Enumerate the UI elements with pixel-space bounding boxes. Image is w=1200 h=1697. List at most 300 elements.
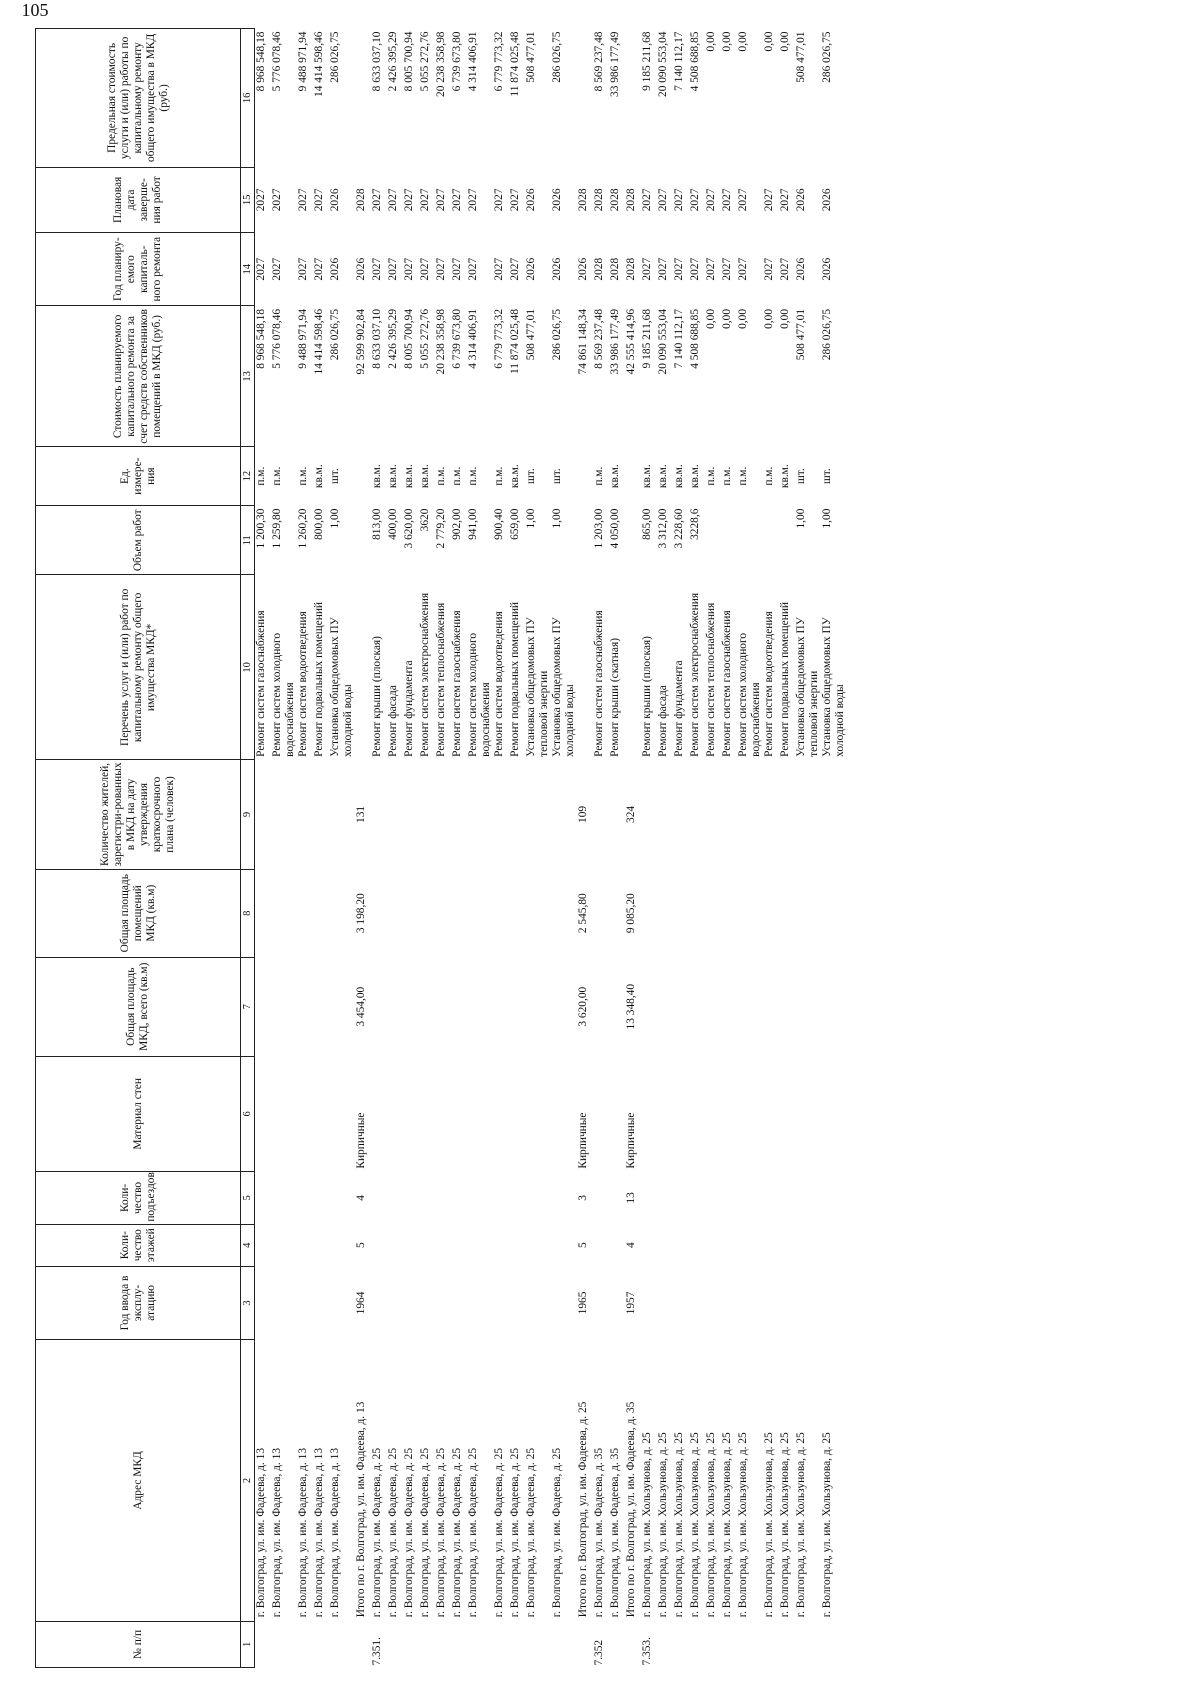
planned-year-cell: 2028 — [593, 257, 605, 281]
residents-cell — [271, 760, 297, 869]
table-row — [689, 29, 705, 1668]
work-type-cell: Установка общедомовых ПУ холодной воды — [821, 617, 846, 757]
premises-area-cell — [271, 869, 297, 957]
unit-cell: п.м. — [255, 466, 267, 486]
max-cost-cell: 6 779 773,32 — [493, 31, 505, 92]
residents-cell — [371, 760, 387, 869]
column-header: Год ввода в эксплу-атацию — [36, 1266, 241, 1340]
premises-area-cell — [657, 869, 673, 957]
address-cell: г. Волгоград, ул. им. Хользунова, д. 25 — [673, 1432, 685, 1618]
cost-cell: 8 968 548,18 — [255, 308, 267, 369]
premises-area-cell — [763, 869, 779, 957]
year-built-cell — [371, 1266, 387, 1340]
completion-date-cell: 2028 — [577, 188, 589, 212]
year-built-cell — [551, 1266, 577, 1340]
year-built-cell — [593, 1266, 609, 1340]
residents-cell — [657, 760, 673, 869]
volume-cell — [737, 506, 763, 575]
table-row — [577, 29, 593, 1668]
wall-material-cell — [313, 1056, 329, 1172]
year-built-cell — [419, 1266, 435, 1340]
premises-area-cell — [329, 869, 355, 957]
address-cell: г. Волгоград, ул. им. Хользунова, д. 25 — [763, 1432, 775, 1618]
max-cost-cell: 0,00 — [705, 31, 717, 52]
entrances-cell — [509, 1172, 525, 1225]
cost-cell: 0,00 — [705, 308, 717, 329]
cost-cell: 4 508 688,85 — [689, 308, 701, 369]
premises-area-cell — [705, 869, 721, 957]
column-header: Коли-чество подъездов — [36, 1172, 241, 1225]
row-number — [721, 1621, 737, 1667]
floors-cell — [403, 1224, 419, 1266]
address-cell: г. Волгоград, ул. им. Фадеева, д. 25 — [509, 1447, 521, 1618]
total-area-cell — [271, 957, 297, 1056]
planned-year-cell: 2028 — [609, 257, 621, 281]
floors-cell — [371, 1224, 387, 1266]
residents-cell — [403, 760, 419, 869]
planned-year-cell: 2027 — [435, 257, 447, 281]
row-number — [297, 1621, 313, 1667]
premises-area-cell — [403, 869, 419, 957]
unit-cell: п.м. — [721, 466, 733, 486]
unit-cell: кв.м. — [313, 464, 325, 489]
address-cell: Итого по г. Волгоград, ул. им. Фадеева, д. 35 — [625, 1401, 637, 1618]
wall-material-cell — [763, 1056, 779, 1172]
floors-cell — [795, 1224, 821, 1266]
volume-cell: 1 203,00 — [593, 508, 605, 549]
premises-area-cell — [509, 869, 525, 957]
row-number — [467, 1621, 493, 1667]
entrances-cell — [551, 1172, 577, 1225]
year-built-cell — [403, 1266, 419, 1340]
wall-material-cell — [509, 1056, 525, 1172]
cost-cell: 8 005 700,94 — [403, 308, 415, 369]
table-row — [271, 29, 297, 1668]
wall-material-cell — [689, 1056, 705, 1172]
planned-year-cell: 2027 — [255, 257, 267, 281]
premises-area-cell — [371, 869, 387, 957]
max-cost-cell: 4 508 688,85 — [689, 31, 701, 92]
floors-cell: 4 — [625, 1242, 637, 1249]
volume-cell — [705, 506, 721, 575]
wall-material-cell — [525, 1056, 551, 1172]
row-number — [577, 1621, 593, 1667]
floors-cell — [551, 1224, 577, 1266]
completion-date-cell: 2027 — [641, 188, 653, 212]
planned-year-cell: 2027 — [763, 257, 775, 281]
address-cell: г. Волгоград, ул. им. Фадеева, д. 13 — [297, 1447, 309, 1618]
table-row — [371, 29, 387, 1668]
row-number — [387, 1621, 403, 1667]
unit-cell: п.м. — [435, 466, 447, 486]
row-number — [551, 1621, 577, 1667]
total-area-cell — [255, 957, 272, 1056]
year-built-cell — [673, 1266, 689, 1340]
work-type-cell — [355, 575, 371, 760]
residents-cell — [705, 760, 721, 869]
wall-material-cell — [795, 1056, 821, 1172]
volume-cell: 2 779,20 — [435, 508, 447, 549]
row-number — [271, 1621, 297, 1667]
work-type-cell: Ремонт систем теплоснабжения — [435, 602, 447, 757]
completion-date-cell: 2027 — [467, 188, 479, 212]
total-area-cell — [721, 957, 737, 1056]
planned-year-cell: 2027 — [313, 257, 325, 281]
total-area-cell — [737, 957, 763, 1056]
work-type-cell: Ремонт систем газоснабжения — [255, 610, 267, 757]
planned-year-cell: 2027 — [403, 257, 415, 281]
completion-date-cell: 2028 — [609, 188, 621, 212]
entrances-cell — [641, 1172, 657, 1225]
premises-area-cell: 9 085,20 — [625, 893, 637, 934]
max-cost-cell — [577, 29, 593, 168]
completion-date-cell: 2026 — [551, 188, 563, 212]
total-area-cell — [509, 957, 525, 1056]
max-cost-cell: 33 986 177,49 — [609, 31, 621, 97]
residents-cell — [593, 760, 609, 869]
row-number — [255, 1621, 272, 1667]
volume-cell: 902,00 — [451, 508, 463, 540]
planned-year-cell: 2027 — [705, 257, 717, 281]
total-area-cell — [689, 957, 705, 1056]
wall-material-cell — [297, 1056, 313, 1172]
total-area-cell — [779, 957, 795, 1056]
row-number — [355, 1621, 371, 1667]
entrances-cell — [467, 1172, 493, 1225]
unit-cell — [577, 447, 593, 506]
volume-cell: 1 260,20 — [297, 508, 309, 549]
planned-year-cell: 2027 — [673, 257, 685, 281]
planned-year-cell: 2026 — [577, 257, 589, 281]
volume-cell: 4 050,00 — [609, 508, 621, 549]
entrances-cell — [795, 1172, 821, 1225]
volume-cell — [577, 506, 593, 575]
completion-date-cell: 2027 — [419, 188, 431, 212]
residents-cell — [255, 760, 272, 869]
table-row — [493, 29, 509, 1668]
max-cost-cell: 8 633 037,10 — [371, 31, 383, 92]
cost-cell: 6 739 673,80 — [451, 308, 463, 369]
premises-area-cell: 3 198,20 — [355, 893, 367, 934]
column-number: 8 — [241, 869, 255, 957]
entrances-cell — [451, 1172, 467, 1225]
floors-cell — [779, 1224, 795, 1266]
table-row — [705, 29, 721, 1668]
address-cell: г. Волгоград, ул. им. Фадеева, д. 25 — [467, 1447, 479, 1618]
total-area-cell — [525, 957, 551, 1056]
completion-date-cell: 2027 — [779, 188, 791, 212]
floors-cell — [271, 1224, 297, 1266]
header-row — [36, 29, 241, 1668]
unit-cell: шт. — [821, 468, 833, 485]
column-number: 15 — [241, 167, 255, 232]
work-type-cell: Ремонт систем газоснабжения — [721, 610, 733, 757]
completion-date-cell: 2027 — [371, 188, 383, 212]
wall-material-cell — [609, 1056, 625, 1172]
cost-cell: 8 569 237,48 — [593, 308, 605, 369]
work-type-cell: Ремонт подвальных помещений — [313, 601, 325, 757]
work-type-cell: Установка общедомовых ПУ холодной воды — [551, 617, 576, 757]
row-number — [795, 1621, 821, 1667]
unit-cell: шт. — [525, 468, 537, 485]
total-area-cell — [673, 957, 689, 1056]
year-built-cell: 1957 — [625, 1291, 637, 1315]
column-header: Год планиру-емого капиталь-ного ремонта — [36, 232, 241, 306]
table-row — [255, 29, 272, 1668]
max-cost-cell: 9 185 211,68 — [641, 31, 653, 91]
address-cell: г. Волгоград, ул. им. Хользунова, д. 25 — [689, 1432, 701, 1618]
table-row — [509, 29, 525, 1668]
max-cost-cell: 7 140 112,17 — [673, 31, 685, 91]
planned-year-cell: 2027 — [493, 257, 505, 281]
total-area-cell — [419, 957, 435, 1056]
volume-cell: 1 259,80 — [271, 508, 283, 549]
row-number — [609, 1621, 625, 1667]
year-built-cell — [721, 1266, 737, 1340]
column-number: 4 — [241, 1224, 255, 1266]
address-cell: г. Волгоград, ул. им. Хользунова, д. 25 — [705, 1432, 717, 1618]
column-number: 6 — [241, 1056, 255, 1172]
address-cell: г. Волгоград, ул. им. Фадеева, д. 25 — [451, 1447, 463, 1618]
cost-cell: 74 861 148,34 — [577, 308, 589, 375]
address-cell: г. Волгоград, ул. им. Хользунова, д. 25 — [779, 1432, 791, 1618]
volume-cell: 3 228,60 — [673, 508, 685, 549]
floors-cell — [435, 1224, 451, 1266]
premises-area-cell — [721, 869, 737, 957]
residents-cell — [795, 760, 821, 869]
address-cell: г. Волгоград, ул. им. Фадеева, д. 25 — [551, 1447, 563, 1618]
address-cell: Итого по г. Волгоград, ул. им. Фадеева, д. 13 — [355, 1401, 367, 1618]
unit-cell: кв.м. — [641, 464, 653, 489]
premises-area-cell — [435, 869, 451, 957]
entrances-cell — [689, 1172, 705, 1225]
table-row — [657, 29, 673, 1668]
address-cell: г. Волгоград, ул. им. Фадеева, д. 25 — [371, 1447, 383, 1618]
work-type-cell — [625, 575, 641, 760]
max-cost-cell — [625, 29, 641, 168]
premises-area-cell — [297, 869, 313, 957]
residents-cell — [435, 760, 451, 869]
entrances-cell — [763, 1172, 779, 1225]
address-cell: г. Волгоград, ул. им. Фадеева, д. 25 — [493, 1447, 505, 1618]
unit-cell: кв.м. — [387, 464, 399, 489]
unit-cell: п.м. — [297, 466, 309, 486]
floors-cell — [419, 1224, 435, 1266]
wall-material-cell — [657, 1056, 673, 1172]
entrances-cell — [525, 1172, 551, 1225]
address-cell: г. Волгоград, ул. им. Хользунова, д. 25 — [737, 1432, 749, 1618]
wall-material-cell — [779, 1056, 795, 1172]
entrances-cell — [609, 1172, 625, 1225]
year-built-cell: 1964 — [355, 1291, 367, 1315]
completion-date-cell: 2027 — [509, 188, 521, 212]
floors-cell — [689, 1224, 705, 1266]
max-cost-cell: 508 477,01 — [795, 31, 807, 83]
unit-cell — [355, 447, 371, 506]
table-row — [779, 29, 795, 1668]
wall-material-cell — [721, 1056, 737, 1172]
unit-cell: п.м. — [451, 466, 463, 486]
residents-cell — [673, 760, 689, 869]
year-built-cell — [525, 1266, 551, 1340]
volume-cell: 3228,6 — [689, 508, 701, 540]
row-number — [737, 1621, 763, 1667]
completion-date-cell: 2027 — [689, 188, 701, 212]
unit-cell: кв.м. — [609, 464, 621, 489]
wall-material-cell — [737, 1056, 763, 1172]
residents-cell — [297, 760, 313, 869]
unit-cell: кв.м. — [673, 464, 685, 489]
unit-cell: кв.м. — [689, 464, 701, 489]
page-number: 105 — [21, 0, 49, 20]
entrances-cell — [493, 1172, 509, 1225]
residents-cell — [641, 760, 657, 869]
floors-cell — [593, 1224, 609, 1266]
year-built-cell — [657, 1266, 673, 1340]
planned-year-cell: 2027 — [467, 257, 479, 281]
floors-cell — [705, 1224, 721, 1266]
year-built-cell — [297, 1266, 313, 1340]
wall-material-cell — [551, 1056, 577, 1172]
year-built-cell — [737, 1266, 763, 1340]
completion-date-cell: 2026 — [821, 188, 833, 212]
entrances-cell — [593, 1172, 609, 1225]
floors-cell — [821, 1224, 847, 1266]
entrances-cell — [721, 1172, 737, 1225]
row-number — [779, 1621, 795, 1667]
row-number — [525, 1621, 551, 1667]
wall-material-cell — [641, 1056, 657, 1172]
entrances-cell — [387, 1172, 403, 1225]
planned-year-cell: 2027 — [641, 257, 653, 281]
work-type-cell: Ремонт подвальных помещений — [509, 601, 521, 757]
work-type-cell: Ремонт систем электроснабжения — [419, 592, 431, 757]
entrances-cell — [403, 1172, 419, 1225]
table-row — [329, 29, 355, 1668]
premises-area-cell — [737, 869, 763, 957]
unit-cell: шт. — [795, 468, 807, 485]
row-number — [451, 1621, 467, 1667]
table-row — [435, 29, 451, 1668]
volume-cell: 659,00 — [509, 508, 521, 540]
max-cost-cell: 286 026,75 — [551, 31, 563, 83]
table-header — [36, 29, 255, 1668]
column-header: Материал стен — [36, 1056, 241, 1172]
address-cell: г. Волгоград, ул. им. Фадеева, д. 13 — [271, 1447, 283, 1618]
premises-area-cell — [467, 869, 493, 957]
row-number — [435, 1621, 451, 1667]
unit-cell: п.м. — [705, 466, 717, 486]
max-cost-cell: 9 488 971,94 — [297, 31, 309, 92]
cost-cell: 20 238 358,98 — [435, 308, 447, 375]
row-number — [673, 1621, 689, 1667]
cost-cell: 92 599 902,84 — [355, 308, 367, 375]
entrances-cell — [419, 1172, 435, 1225]
completion-date-cell: 2027 — [387, 188, 399, 212]
column-number: 7 — [241, 957, 255, 1056]
max-cost-cell: 14 414 598,46 — [313, 31, 325, 97]
volume-cell — [625, 506, 641, 575]
residents-cell — [419, 760, 435, 869]
completion-date-cell: 2026 — [525, 188, 537, 212]
table-row — [551, 29, 577, 1668]
completion-date-cell: 2027 — [451, 188, 463, 212]
column-header: Стоимость планируемого капитального ремонта за счет средств собственников помещений в МКД (руб.) — [36, 306, 241, 447]
cost-cell: 0,00 — [763, 308, 775, 329]
address-cell: г. Волгоград, ул. им. Хользунова, д. 25 — [795, 1432, 807, 1618]
wall-material-cell — [673, 1056, 689, 1172]
volume-cell: 865,00 — [641, 508, 653, 540]
volume-cell — [779, 506, 795, 575]
cost-cell: 4 314 406,91 — [467, 308, 479, 369]
table-body — [255, 29, 848, 1668]
completion-date-cell: 2027 — [271, 188, 283, 212]
completion-date-cell: 2027 — [737, 188, 749, 212]
address-cell: г. Волгоград, ул. им. Хользунова, д. 25 — [657, 1432, 669, 1618]
completion-date-cell: 2027 — [657, 188, 669, 212]
premises-area-cell — [641, 869, 657, 957]
volume-cell: 1,00 — [551, 508, 563, 529]
address-cell: г. Волгоград, ул. им. Фадеева, д. 13 — [313, 1447, 325, 1618]
table-row — [525, 29, 551, 1668]
total-area-cell — [657, 957, 673, 1056]
wall-material-cell — [705, 1056, 721, 1172]
row-number — [625, 1621, 641, 1667]
completion-date-cell: 2027 — [721, 188, 733, 212]
premises-area-cell — [387, 869, 403, 957]
max-cost-cell — [355, 29, 371, 168]
floors-cell — [493, 1224, 509, 1266]
wall-material-cell — [403, 1056, 419, 1172]
work-type-cell: Ремонт крыши (плоская) — [641, 636, 653, 757]
premises-area-cell — [795, 869, 821, 957]
year-built-cell — [387, 1266, 403, 1340]
column-number: 3 — [241, 1266, 255, 1340]
column-header: Предельная стоимость услуги и (или) работы по капитальному ремонту общего имущества в МКД (руб.) — [36, 29, 241, 168]
wall-material-cell — [451, 1056, 467, 1172]
cost-cell: 508 477,01 — [525, 308, 537, 361]
entrances-cell — [821, 1172, 847, 1225]
table-row — [297, 29, 313, 1668]
floors-cell — [297, 1224, 313, 1266]
entrances-cell: 4 — [355, 1195, 367, 1201]
row-number — [509, 1621, 525, 1667]
max-cost-cell: 8 569 237,48 — [593, 31, 605, 92]
max-cost-cell: 286 026,75 — [329, 31, 341, 83]
premises-area-cell — [593, 869, 609, 957]
completion-date-cell: 2028 — [355, 188, 367, 212]
wall-material-cell — [271, 1056, 297, 1172]
residents-cell — [763, 760, 779, 869]
unit-cell: шт. — [551, 468, 563, 485]
max-cost-cell: 8 968 548,18 — [255, 31, 267, 92]
column-number-row — [241, 29, 255, 1668]
table-row — [795, 29, 821, 1668]
planned-year-cell: 2027 — [689, 257, 701, 281]
residents-cell — [313, 760, 329, 869]
column-number: 16 — [241, 29, 255, 168]
rotated-sheet — [35, 28, 1145, 1668]
cost-cell: 0,00 — [779, 308, 791, 329]
residents-cell — [467, 760, 493, 869]
entrances-cell — [313, 1172, 329, 1225]
column-number: 1 — [241, 1621, 255, 1667]
volume-cell — [763, 506, 779, 575]
column-number: 5 — [241, 1172, 255, 1225]
year-built-cell — [493, 1266, 509, 1340]
year-built-cell — [821, 1266, 847, 1340]
year-built-cell — [451, 1266, 467, 1340]
